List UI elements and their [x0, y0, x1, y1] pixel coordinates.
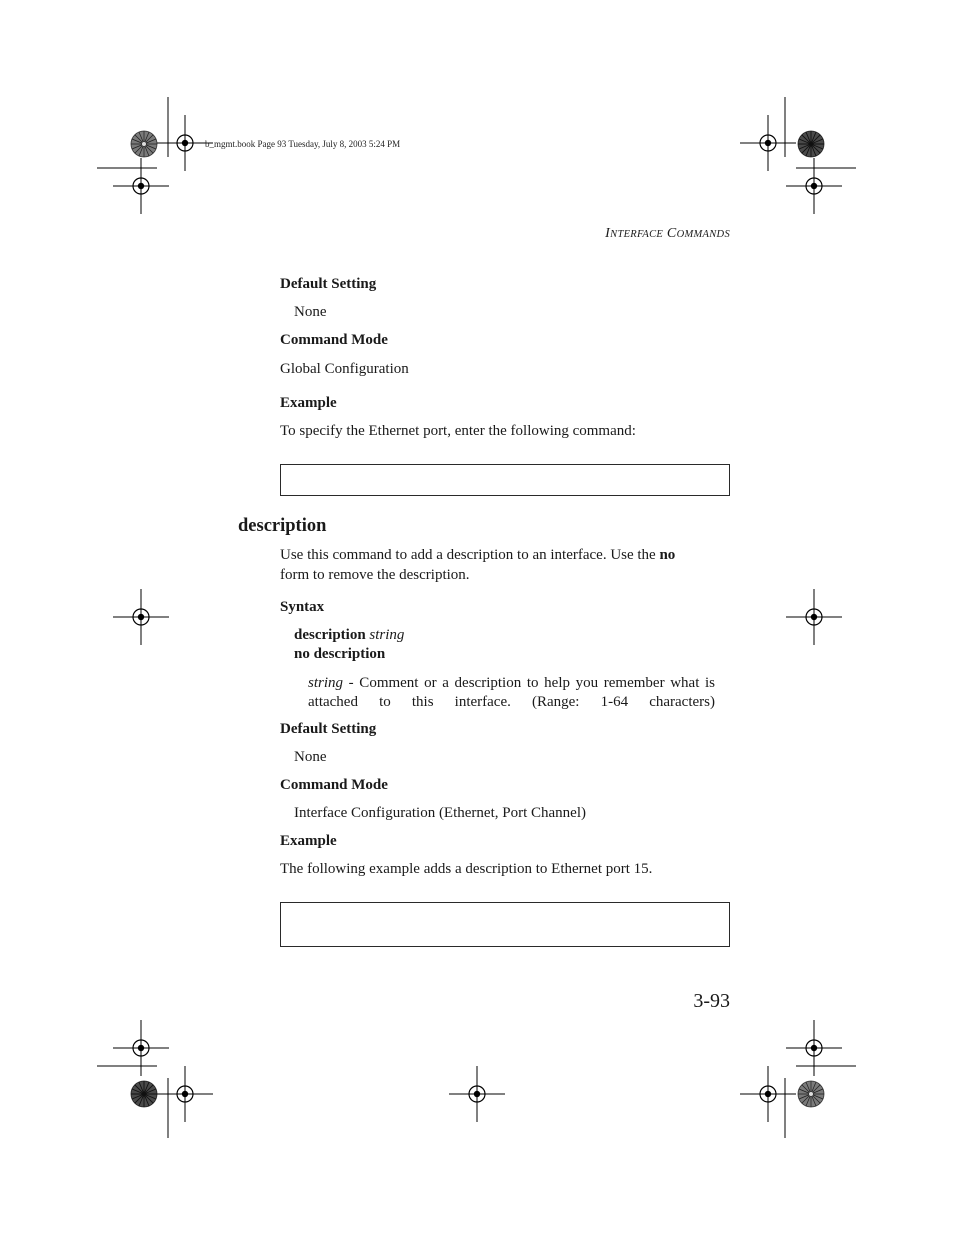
parameter-text: - Comment or a description to help you remember what is attached to this interface. (Range: 1-64 characters) — [308, 675, 716, 710]
syntax-command-arg: string — [369, 627, 405, 643]
intro-no-keyword: no — [659, 547, 676, 563]
command-mode-heading-2: Command Mode — [280, 777, 388, 793]
default-setting-value: None — [294, 304, 327, 320]
slug-line: b_mgmt.book Page 93 Tuesday, July 8, 2003 5:24 PM — [205, 139, 401, 149]
example-text: To specify the Ethernet port, enter the following command: — [280, 423, 636, 439]
default-setting-value-2: None — [294, 749, 327, 765]
default-setting-heading: Default Setting — [280, 276, 377, 292]
code-example-box — [280, 464, 730, 496]
running-head-rest-1: NTERFACE — [610, 229, 664, 240]
page-number: 3-93 — [693, 990, 730, 1012]
parameter-name: string — [308, 675, 344, 691]
example-text-2: The following example adds a description to Ethernet port 15. — [280, 861, 653, 877]
syntax-command-keyword: description — [294, 627, 366, 643]
command-mode-value: Global Configuration — [280, 361, 409, 377]
syntax-heading: Syntax — [280, 599, 325, 615]
section-title: description — [238, 516, 327, 536]
running-head — [605, 226, 730, 242]
intro-text-before: Use this command to add a description to an interface. Use the — [280, 547, 656, 563]
syntax-command — [294, 627, 404, 644]
default-setting-heading-2: Default Setting — [280, 721, 377, 737]
command-mode-heading: Command Mode — [280, 332, 388, 348]
command-mode-value-2: Interface Configuration (Ethernet, Port Channel) — [294, 805, 586, 821]
syntax-no-command: no description — [294, 646, 386, 662]
intro-text-after: form to remove the description. — [280, 567, 470, 583]
code-example-box-2 — [280, 902, 730, 947]
intro-paragraph — [280, 545, 730, 585]
running-head-cap-2: C — [666, 226, 677, 241]
running-head-rest-2: OMMANDS — [676, 229, 730, 240]
running-head-cap-1: I — [605, 226, 611, 241]
example-heading-2: Example — [280, 833, 337, 849]
example-heading: Example — [280, 395, 337, 411]
parameter-description — [308, 674, 715, 712]
